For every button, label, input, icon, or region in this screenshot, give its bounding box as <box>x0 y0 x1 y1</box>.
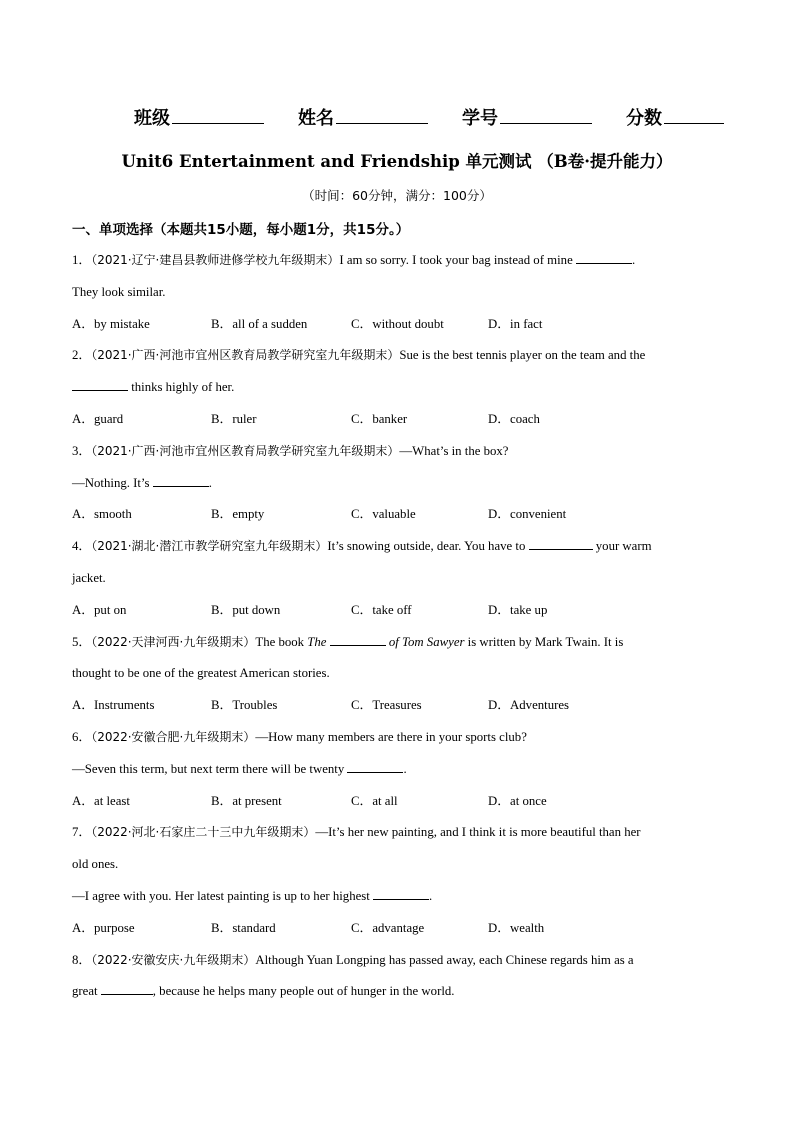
question-2-line-2: thinks highly of her. <box>72 372 724 404</box>
question-1-line-2: They look similar. <box>72 284 166 299</box>
question-3-options <box>72 499 724 531</box>
option-c[interactable]: C．without doubt <box>351 316 444 331</box>
question-8-line-1: 8．（2022·安徽安庆·九年级期末）Although Yuan Longping has passed away, each Chinese regards him as a <box>72 952 634 967</box>
class-field[interactable]: 班级 <box>134 104 264 130</box>
answer-blank[interactable] <box>72 376 128 391</box>
option-a[interactable]: A．put on <box>72 602 127 617</box>
question-8-line-2: great , because he helps many people out of hunger in the world. <box>72 976 724 1008</box>
question-7-line-1: 7．（2022·河北·石家庄二十三中九年级期末）—It’s her new painting, and I think it is more beautiful than her <box>72 825 641 840</box>
option-b[interactable]: B．ruler <box>211 411 257 426</box>
option-b[interactable]: B．Troubles <box>211 698 278 713</box>
option-d[interactable]: D．convenient <box>488 507 567 522</box>
option-a[interactable]: A．purpose <box>72 920 135 935</box>
question-3-line-1: 3．（2021·广西·河池市宜州区教育局教学研究室九年级期末）—What’s in the box? <box>72 443 509 458</box>
option-b[interactable]: B．at present <box>211 793 282 808</box>
answer-blank[interactable] <box>101 980 153 995</box>
document-title: Unit6 Entertainment and Friendship 单元测试 （B卷·提升能力） <box>121 152 673 171</box>
question-7-line-3: —I agree with you. Her latest painting is up to her highest . <box>72 881 724 913</box>
option-b[interactable]: B．empty <box>211 507 265 522</box>
option-c[interactable]: C．valuable <box>351 507 416 522</box>
question-2-options <box>72 404 724 436</box>
score-field[interactable]: 分数 <box>626 104 724 130</box>
student-info-fields <box>134 104 724 130</box>
answer-blank[interactable] <box>347 758 403 773</box>
question-6-line-1: 6．（2022·安徽合肥·九年级期末）—How many members are there in your sports club? <box>72 729 527 744</box>
question-3-line-2: —Nothing. It’s . <box>72 468 724 500</box>
answer-blank[interactable] <box>529 535 593 550</box>
option-d[interactable]: D．wealth <box>488 920 545 935</box>
option-c[interactable]: C．Treasures <box>351 698 422 713</box>
question-list <box>72 245 724 1008</box>
option-c[interactable]: C．take off <box>351 602 412 617</box>
option-d[interactable]: D．Adventures <box>488 698 570 713</box>
question-1-line-1: 1．（2021·辽宁·建昌县教师进修学校九年级期末）I am so sorry. I took your bag instead of mine . <box>72 245 724 277</box>
question-1-options <box>72 309 724 341</box>
answer-blank[interactable] <box>330 631 386 646</box>
answer-blank[interactable] <box>576 249 632 264</box>
section-heading: 一、单项选择（本题共15小题，每小题1分，共15分。） <box>72 222 410 238</box>
question-4-options <box>72 595 724 627</box>
score-blank[interactable] <box>664 107 724 124</box>
question-5-line-1: 5．（2022·天津河西·九年级期末）The book The of Tom Sawyer is written by Mark Twain. It is <box>72 627 724 659</box>
option-b[interactable]: B．standard <box>211 920 276 935</box>
name-field[interactable]: 姓名 <box>298 104 428 130</box>
option-a[interactable]: A．guard <box>72 411 124 426</box>
option-a[interactable]: A．smooth <box>72 507 132 522</box>
name-blank[interactable] <box>336 107 428 124</box>
answer-blank[interactable] <box>153 472 209 487</box>
question-4-line-1: 4．（2021·湖北·潜江市教学研究室九年级期末）It’s snowing outside, dear. You have to your warm <box>72 531 724 563</box>
question-7-options <box>72 913 724 945</box>
exam-time-info: （时间：60分钟，满分：100分） <box>302 188 492 203</box>
option-b[interactable]: B．put down <box>211 602 281 617</box>
option-d[interactable]: D．at once <box>488 793 547 808</box>
question-6-options <box>72 786 724 818</box>
option-c[interactable]: C．banker <box>351 411 408 426</box>
option-a[interactable]: A．Instruments <box>72 698 155 713</box>
option-c[interactable]: C．advantage <box>351 920 425 935</box>
option-d[interactable]: D．coach <box>488 411 540 426</box>
student-id-field[interactable]: 学号 <box>462 104 592 130</box>
answer-blank[interactable] <box>373 885 429 900</box>
class-blank[interactable] <box>172 107 264 124</box>
option-b[interactable]: B．all of a sudden <box>211 316 308 331</box>
question-5-options <box>72 690 724 722</box>
option-c[interactable]: C．at all <box>351 793 398 808</box>
option-d[interactable]: D．take up <box>488 602 548 617</box>
question-5-line-2: thought to be one of the greatest American stories. <box>72 666 330 681</box>
option-d[interactable]: D．in fact <box>488 316 543 331</box>
question-2-line-1: 2．（2021·广西·河池市宜州区教育局教学研究室九年级期末）Sue is the best tennis player on the team and the <box>72 348 646 363</box>
question-6-line-2: —Seven this term, but next term there will be twenty . <box>72 754 724 786</box>
option-a[interactable]: A．at least <box>72 793 130 808</box>
question-7-line-2: old ones. <box>72 857 119 872</box>
student-id-blank[interactable] <box>500 107 592 124</box>
option-a[interactable]: A．by mistake <box>72 316 150 331</box>
question-4-line-2: jacket. <box>72 570 106 585</box>
